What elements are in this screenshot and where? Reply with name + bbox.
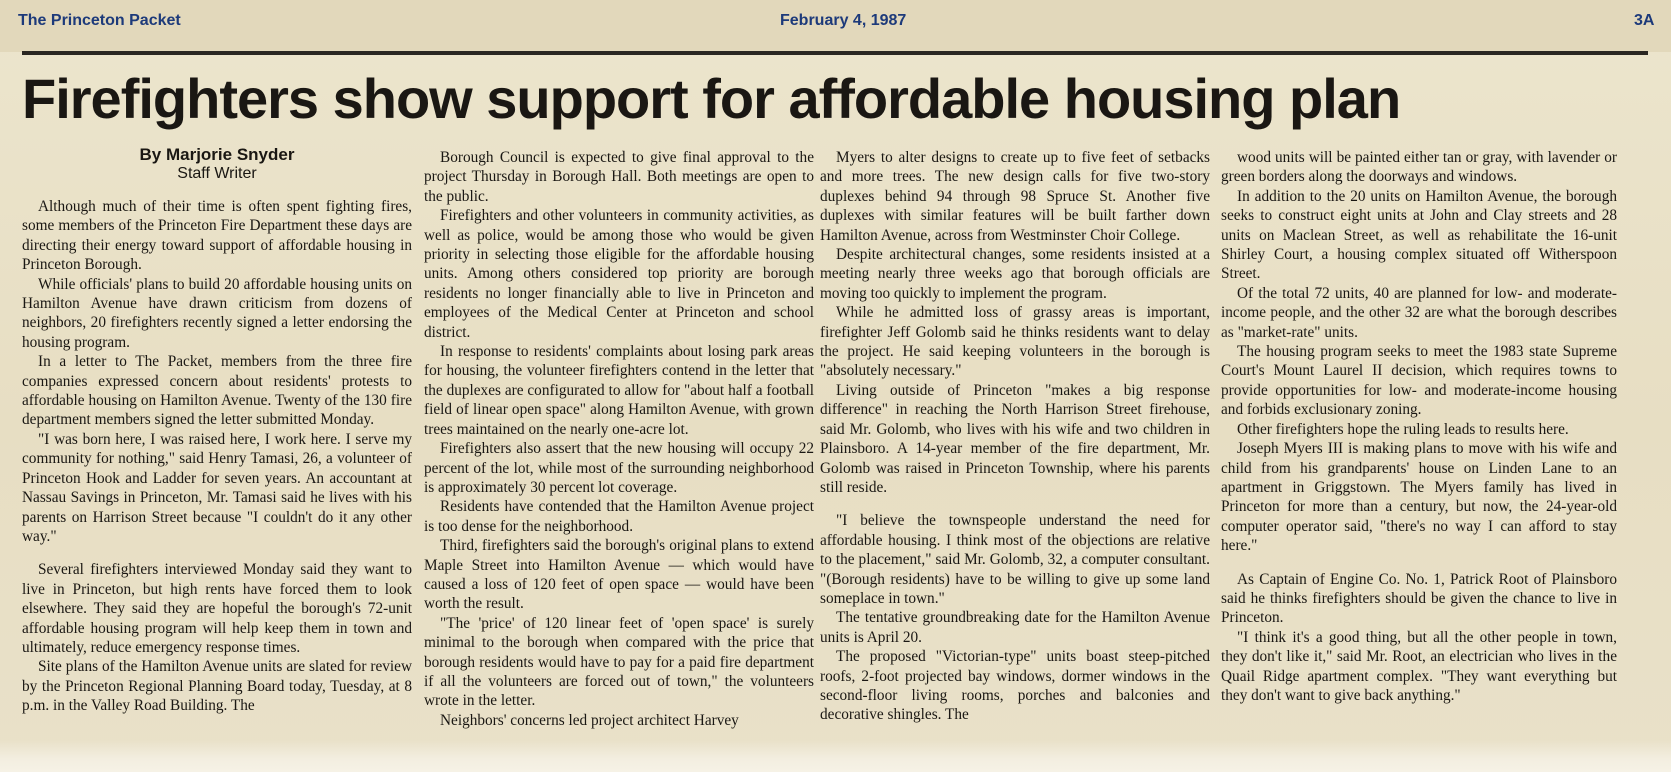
header-rule (22, 51, 1648, 55)
paragraph: Residents have contended that the Hamilton Avenue project is too dense for the neighborhood. (424, 498, 814, 535)
scan-edge (0, 740, 1671, 772)
paragraph: Despite architectural changes, some residents insisted at a meeting nearly three weeks ago that borough officials are moving too quickly to implement the program. (820, 246, 1210, 302)
paragraph: "The 'price' of 120 linear feet of 'open space' is surely minimal to the borough when compared with the price that borough residents would have to pay for a paid fire department if all the volunteers are forced out of town," the volunteers wrote in the letter. (424, 614, 814, 710)
paragraph: While officials' plans to build 20 affordable housing units on Hamilton Avenue have drawn criticism from dozens of neighbors, 20 firefighters recently signed a letter endorsing the housing program. (22, 275, 412, 351)
paragraph: The tentative groundbreaking date for the Hamilton Avenue units is April 20. (820, 609, 1210, 646)
page-number: 3A (1634, 12, 1655, 29)
masthead (0, 0, 1671, 52)
paragraph: Joseph Myers III is making plans to move with his wife and child from his grandparents' house on Linden Lane to an apartment in Griggstown. The Myers family has lived in Princeton for more than a century, but now, the 24-year-old computer operator said, "there's no way I can afford to stay here." (1221, 440, 1617, 555)
publication-date: February 4, 1987 (780, 12, 907, 29)
paragraph: "I think it's a good thing, but all the other people in town, they don't like it," said Mr. Root, an electrician who lives in the Quail Ridge apartment complex. "They want everything but they don't want to give back anything." (1221, 628, 1617, 704)
paragraph: Site plans of the Hamilton Avenue units are slated for review by the Princeton Regional Planning Board today, Tuesday, at 8 p.m. in the Valley Road Building. The (22, 658, 412, 715)
paragraph: wood units will be painted either tan or gray, with lavender or green borders along the doorways and windows. (1221, 149, 1617, 186)
paragraph: Neighbors' concerns led project architect Harvey (440, 711, 739, 729)
paragraph: The housing program seeks to meet the 1983 state Supreme Court's Mount Laurel II decision, which requires towns to provide opportunities for low- and moderate-income housing and forbids exclusionary zoning. (1221, 343, 1617, 419)
paragraph: Myers to alter designs to create up to five feet of setbacks and more trees. The new design calls for five two-story duplexes behind 94 through 98 Spruce St. Another five duplexes with similar features will be built farther down Hamilton Avenue, across from Westminster Choir College. (820, 149, 1210, 244)
byline (22, 145, 412, 183)
byline-author: By Marjorie Snyder (139, 145, 295, 164)
headline: Firefighters show support for affordable housing plan (22, 67, 1401, 130)
byline-role: Staff Writer (177, 165, 257, 182)
paragraph: Although much of their time is often spent fighting fires, some members of the Princeton Fire Department these days are directing their energy toward support of affordable housing in Princeton Borough. (22, 198, 412, 274)
article-column-3 (820, 148, 1210, 725)
paragraph: "I believe the townspeople understand the need for affordable housing. I think most of the objections are relative to the placement," said Mr. Golomb, 32, a computer consultant. "(Borough residents) have to be willing to give up some land someplace in town." (820, 512, 1210, 607)
paragraph: Other firefighters hope the ruling leads to results here. (1237, 420, 1569, 438)
article-column-4 (1221, 148, 1617, 705)
paragraph: In response to residents' complaints about losing park areas for housing, the volunteer firefighters contend in the letter that the duplexes are configurated to allow for "about half a football field of linear open space" along Hamilton Avenue, with grown trees maintained on the nearly one-acre lot. (424, 343, 814, 438)
paragraph: Third, firefighters said the borough's original plans to extend Maple Street into Hamilton Avenue — which would have caused a loss of 120 feet of open space — would have been worth the result. (424, 537, 814, 613)
paragraph: In a letter to The Packet, members from the three fire companies expressed concern about residents' protests to affordable housing on Hamilton Avenue. Twenty of the 130 fire department members signed the letter submitted Monday. (22, 353, 412, 429)
article-column-2 (424, 148, 814, 730)
paragraph: Firefighters and other volunteers in community activities, as well as police, would be among those who would be given priority in selecting those eligible for the affordable housing units. Among others considered top priority are borough residents no longer financially able to live in Princeton and employees of the Medical Center at Princeton and school district. (424, 207, 814, 341)
paragraph: Borough Council is expected to give final approval to the project Thursday in Borough Hall. Both meetings are open to the public. (424, 149, 814, 205)
paragraph: Several firefighters interviewed Monday said they want to live in Princeton, but high rents have forced them to look elsewhere. They said they are hopeful the borough's 72-unit affordable housing program will help keep them in town and ultimately, reduce emergency response times. (22, 561, 412, 656)
paragraph: While he admitted loss of grassy areas is important, firefighter Jeff Golomb said he thinks residents want to delay the project. He said keeping volunteers in the borough is "absolutely necessary." (820, 304, 1210, 380)
paragraph: Of the total 72 units, 40 are planned for low- and moderate-income people, and the other 32 are what the borough describes as "market-rate" units. (1221, 284, 1617, 341)
paragraph: As Captain of Engine Co. No. 1, Patrick Root of Plainsboro said he thinks firefighters should be given the chance to live in Princeton. (1221, 570, 1617, 627)
newspaper-name: The Princeton Packet (18, 12, 181, 29)
paragraph: In addition to the 20 units on Hamilton Avenue, the borough seeks to construct eight units at John and Clay streets and 28 units on Maclean Street, as well as rehabilitate the 16-unit Shirley Court, a housing complex situated off Witherspoon Street. (1221, 187, 1617, 283)
paragraph: Firefighters also assert that the new housing will occupy 22 percent of the lot, while most of the surrounding neighborhood is approximately 30 percent lot coverage. (424, 440, 814, 496)
article-column-1 (22, 145, 412, 716)
paragraph: Living outside of Princeton "makes a big response difference" in reaching the North Harrison Street firehouse, said Mr. Golomb, who lives with his wife and two children in Plainsboro. A 14-year member of the fire department, Mr. Golomb was raised in Princeton Township, where his parents still reside. (820, 381, 1210, 496)
paragraph: The proposed "Victorian-type" units boast steep-pitched roofs, 2-foot projected bay windows, dormer windows in the second-floor living rooms, porches and balconies and decorative shingles. The (820, 648, 1210, 724)
paragraph: "I was born here, I was raised here, I work here. I serve my community for nothing," said Henry Tamasi, 26, a volunteer of Princeton Hook and Ladder for seven years. An accountant at Nassau Savings in Princeton, Mr. Tamasi said he lives with his parents on Harrison Street because "I couldn't do it any other way." (22, 430, 412, 545)
